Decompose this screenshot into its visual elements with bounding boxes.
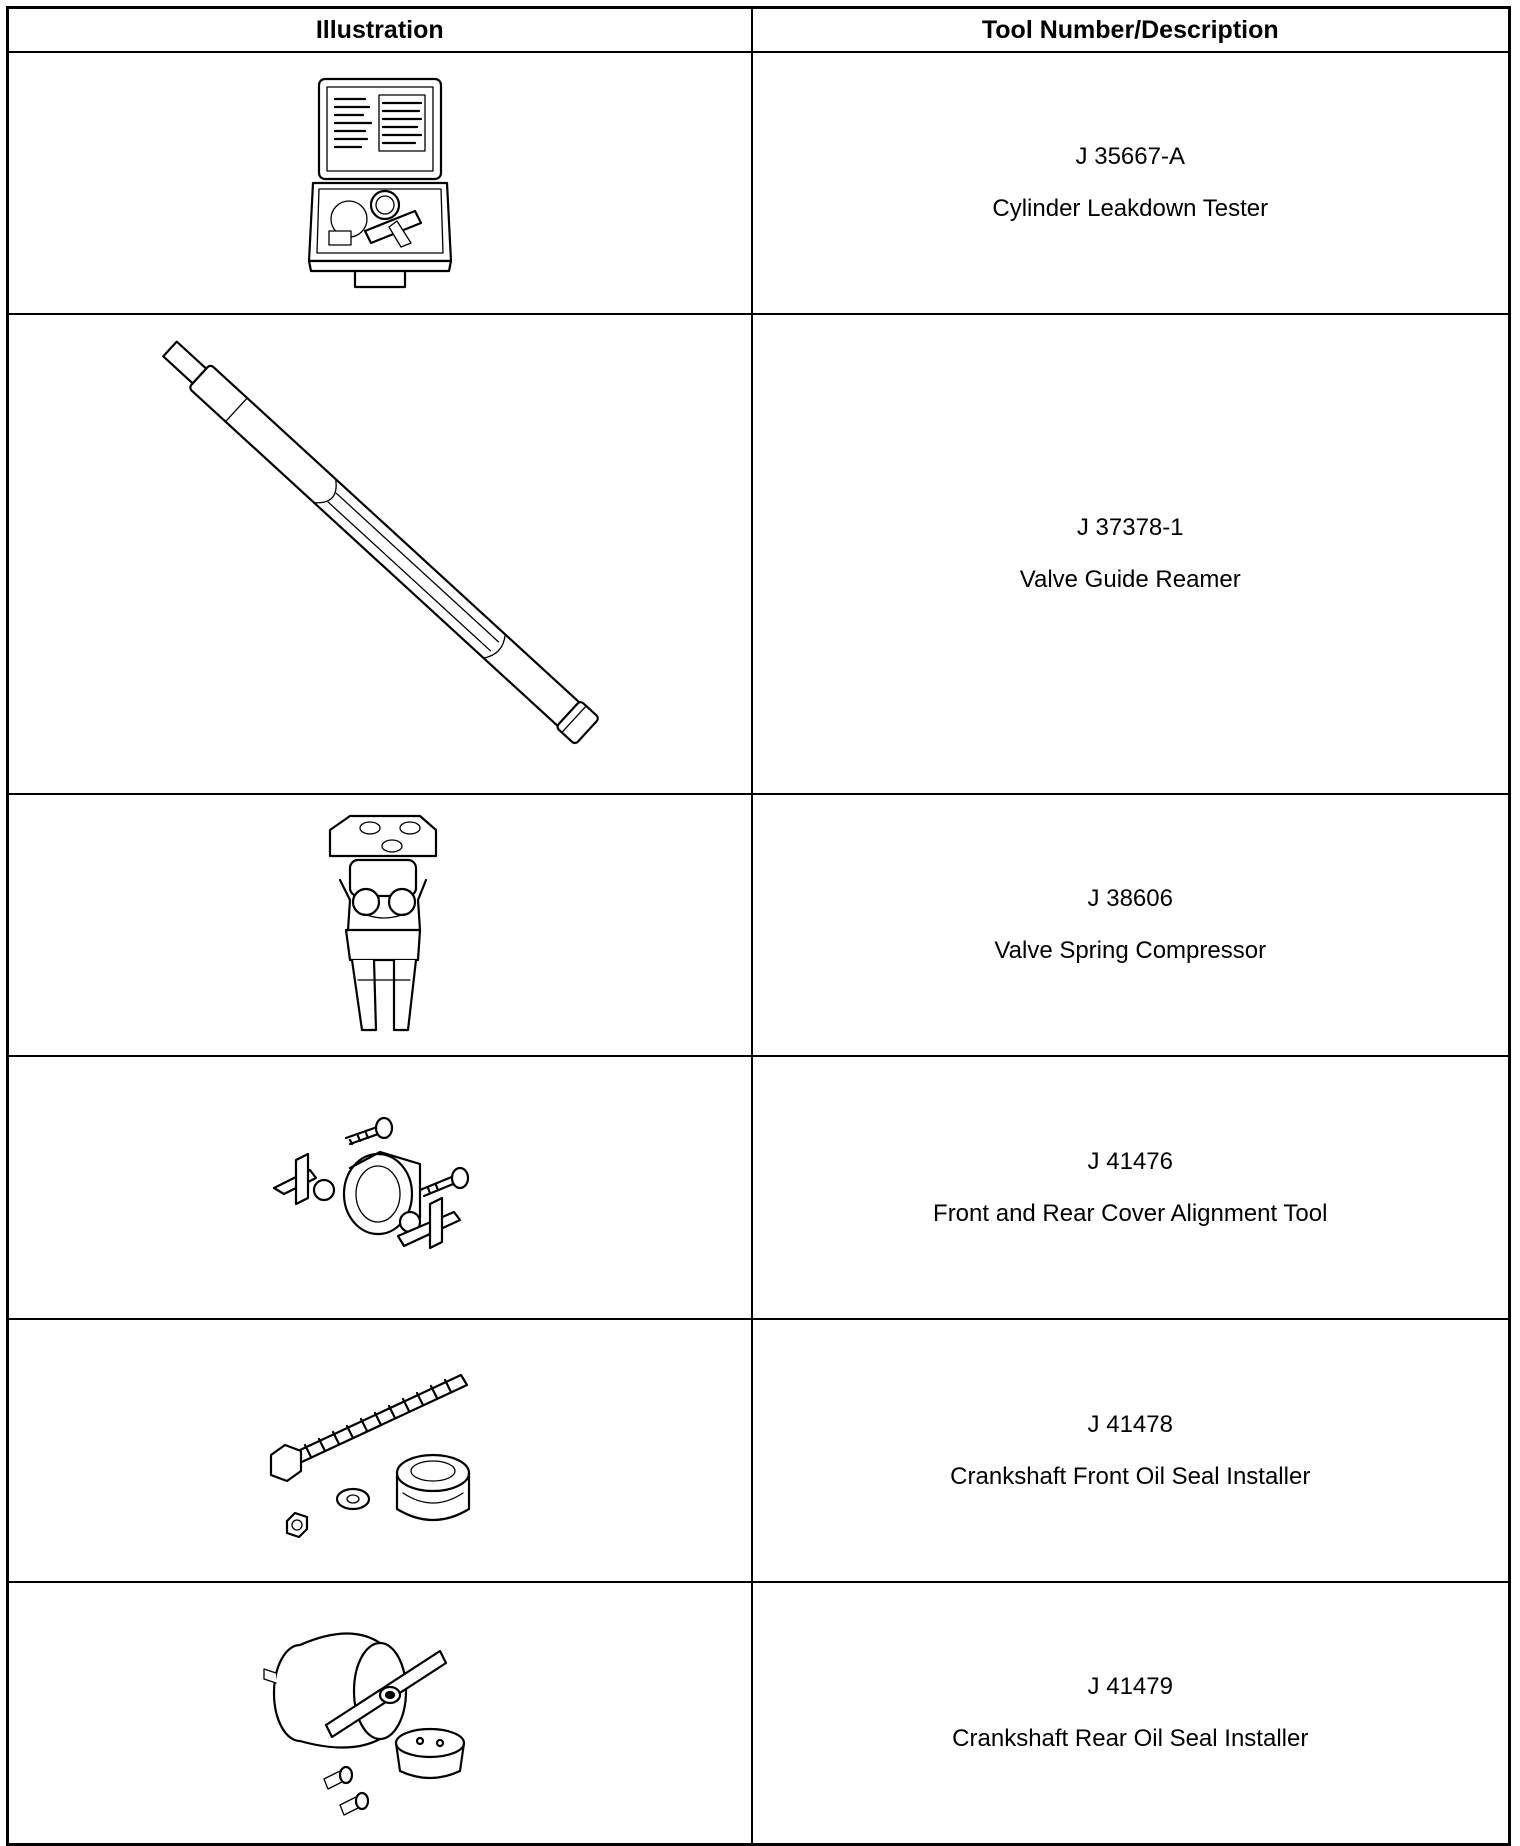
description-cell xyxy=(752,1056,1510,1319)
cover-alignment-tool-icon xyxy=(270,1108,490,1268)
illustration-cell xyxy=(8,1582,752,1844)
illustration-cell xyxy=(8,314,752,794)
description-cell xyxy=(752,1319,1510,1582)
header-tool-description: Tool Number/Description xyxy=(752,8,1510,53)
tool-description: Crankshaft Rear Oil Seal Installer xyxy=(952,1724,1309,1752)
table-row xyxy=(8,1582,1510,1844)
tool-number: J 38606 xyxy=(1087,885,1173,912)
header-row xyxy=(8,8,1510,53)
illustration-cell xyxy=(8,52,752,314)
tool-description: Valve Guide Reamer xyxy=(1019,566,1241,593)
tool-number: J 35667-A xyxy=(1075,143,1185,170)
description-cell xyxy=(752,314,1510,794)
description-cell xyxy=(752,52,1510,314)
table-row xyxy=(8,794,1510,1056)
illustration-cell xyxy=(8,1319,752,1582)
tool-description: Valve Spring Compressor xyxy=(994,937,1267,964)
tool-number: J 41479 xyxy=(1087,1672,1173,1700)
tool-description: Cylinder Leakdown Tester xyxy=(992,195,1269,222)
tool-number: J 41476 xyxy=(1087,1147,1173,1175)
leakdown-tester-case-icon xyxy=(305,71,455,295)
rear-seal-installer-icon xyxy=(260,1603,500,1823)
tool-description: Crankshaft Front Oil Seal Installer xyxy=(950,1462,1311,1490)
front-seal-installer-icon xyxy=(265,1361,495,1541)
table-row xyxy=(8,52,1510,314)
table-row xyxy=(8,1056,1510,1319)
tool-number: J 37378-1 xyxy=(1076,514,1184,541)
valve-guide-reamer-icon xyxy=(140,319,620,789)
tool-description: Front and Rear Cover Alignment Tool xyxy=(933,1199,1328,1227)
valve-spring-compressor-icon xyxy=(310,810,450,1040)
table-row xyxy=(8,1319,1510,1582)
illustration-cell xyxy=(8,1056,752,1319)
illustration-cell xyxy=(8,794,752,1056)
header-illustration: Illustration xyxy=(8,8,752,53)
table-row xyxy=(8,314,1510,794)
description-cell xyxy=(752,1582,1510,1844)
description-cell xyxy=(752,794,1510,1056)
special-tools-table xyxy=(6,6,1511,1846)
tool-number: J 41478 xyxy=(1087,1410,1173,1438)
